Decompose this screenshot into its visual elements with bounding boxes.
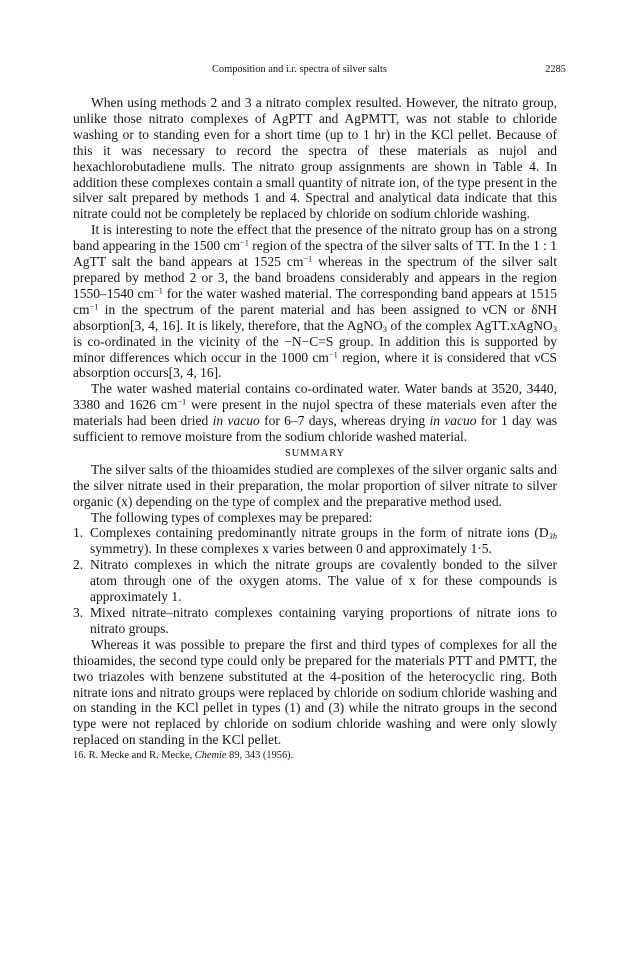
list-item-1: 1. Complexes containing predominantly nitrate groups in the form of nitrate ions ($D_{3h}$ symmetry). In these complexes x varies between 0 and approximately 1·5. <box>73 525 557 557</box>
footnote-reference-16: 16. R. Mecke and R. Mecke, Chemie 89, 343 (1956). <box>73 750 294 762</box>
page-number: 2285 <box>545 64 566 75</box>
running-title: Composition and i.r. spectra of silver salts <box>212 64 387 75</box>
list-item-3: 3. Mixed nitrate–nitrato complexes containing varying proportions of nitrate ions to nitrato groups. <box>73 605 557 636</box>
list-item-2: 2. Nitrato complexes in which the nitrate groups are covalently bonded to the silver atom through one of the oxygen atoms. The value of x for these compounds is approximately 1. <box>73 557 557 605</box>
paragraph-coordinated-water: The water washed material contains co-ordinated water. Water bands at 3520, 3440, 3380 and 1626 $cm^{-1}$ were present in the nujol spectra of these materials even after the materials had been dried in vacuo for 6–7 days, whereas drying in vacuo for 1 day was sufficient to remove moisture from the sodium chloride washed material. <box>73 381 557 445</box>
paragraph-summary-intro: The silver salts of the thioamides studied are complexes of the silver organic salts and the silver nitrate used in their preparation, the molar proportion of silver nitrate to silver organic (x) depending on the type of complex and the preparative method used. <box>73 461 557 509</box>
paragraph-band-effect: It is interesting to note the effect that the presence of the nitrato group has on a strong band appearing in the 1500 $cm^{-1}$ region of the spectra of the silver salts of TT. In the 1 : 1 AgTT salt the band appears at 1525 $cm^{-1}$ whereas in the spectrum of the silver salt prepared by method 2 or 3, the band broadens considerably and appears in the region 1550–1540 $cm^{-1}$ for the water washed material. The corresponding band appears at 1515 $cm^{-1}$ in the spectrum of the parent material and has been assigned to νCN or δNH absorption[3, 4, 16]. It is likely, therefore, that the AgNO$_3$ of the complex AgTT.xAgNO$_3$ is co-ordinated in the vicinity of the −N−C=S group. In addition this is supported by minor differences which occur in the 1000 $cm^{-1}$ region, where it is considered that νCS absorption occurs[3, 4, 16]. <box>73 222 558 381</box>
summary-heading: SUMMARY <box>284 447 346 459</box>
paragraph-types-intro: The following types of complexes may be prepared: <box>91 509 373 525</box>
paragraph-nitrato-complex: When using methods 2 and 3 a nitrato complex resulted. However, the nitrato group, unlike those nitrato complexes of AgPTT and AgPMTT, was not stable to chloride washing or to standing even for a short time (up to 1 hr) in the KCl pellet. Because of this it was necessary to record the spectra of these materials as nujol and hexachlorobutadiene mulls. The nitrato group assignments are shown in Table 4. In addition these complexes contain a small quantity of nitrate ion, of the type present in the silver salt prepared by methods 1 and 4. Spectral and analytical data indicate that this nitrate could not be completely be replaced by chloride on sodium chloride washing. <box>73 95 557 222</box>
paragraph-conclusion: Whereas it was possible to prepare the first and third types of complexes for all the thioamides, the second type could only be prepared for the materials PTT and PMTT, the two triazoles with benzene substituted at the 4-position of the heterocyclic ring. Both nitrate ions and nitrato groups were replaced by chloride on sodium chloride washing and on standing in the KCl pellet in types (1) and (3) while the nitrato groups in the second type were not replaced by chloride on sodium chloride washing and were only slowly replaced on standing in the KCl pellet. <box>73 636 557 748</box>
article-body <box>73 95 557 762</box>
